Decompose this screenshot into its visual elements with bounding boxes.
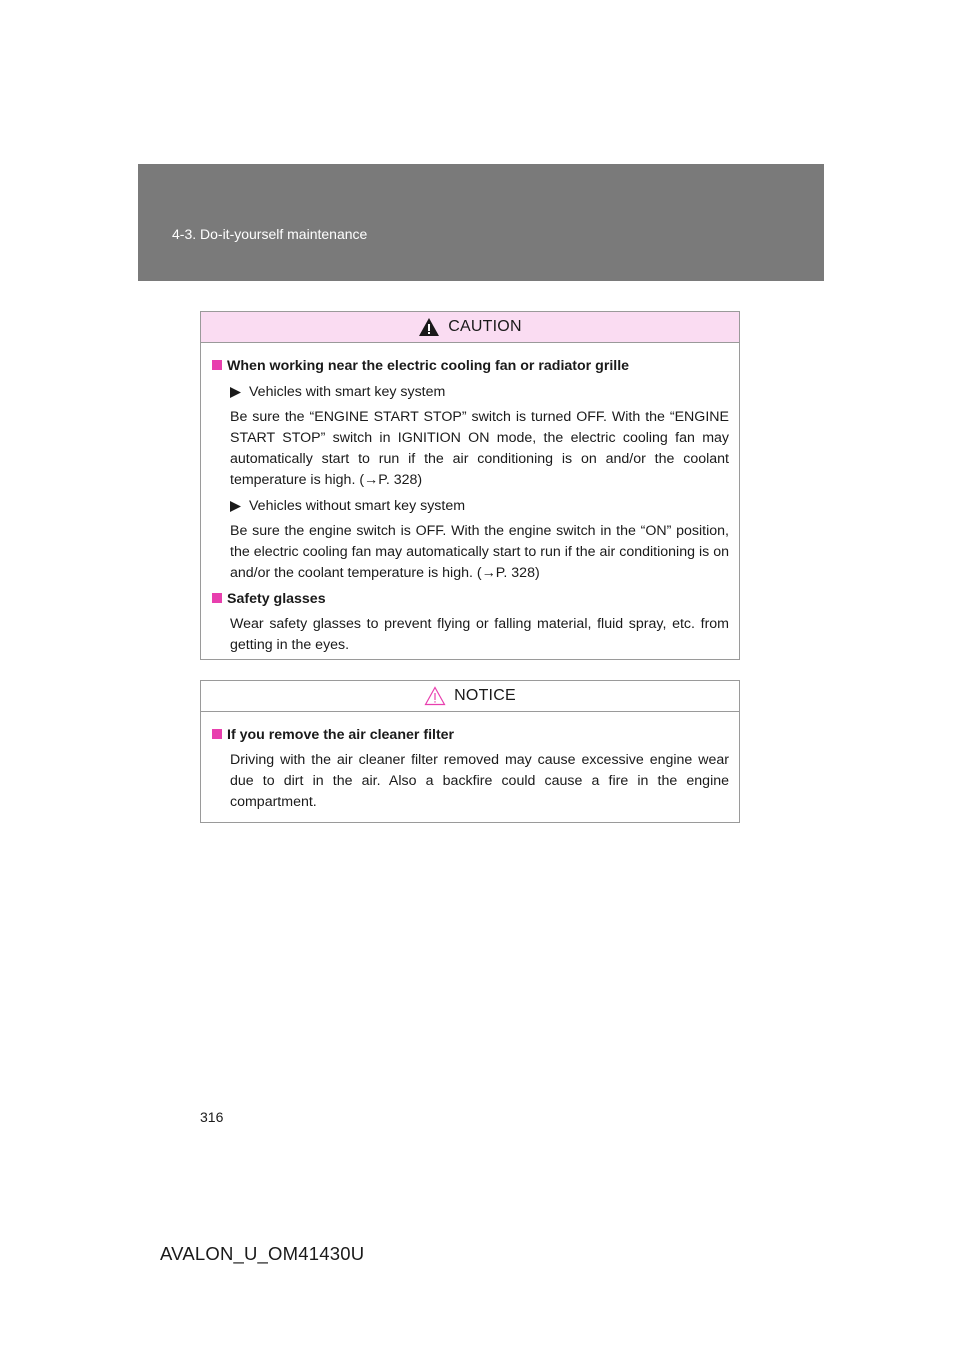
caution-item-safety-glasses	[211, 589, 729, 610]
sub-condition-label: Vehicles without smart key system	[249, 498, 466, 514]
sub-condition	[230, 496, 729, 517]
caution-item-cooling-fan	[211, 356, 729, 377]
document-code: AVALON_U_OM41430U	[160, 1243, 365, 1264]
paragraph: Be sure the “ENGINE START STOP” switch is turned OFF. With the “ENGINE START STOP” switch in IGNITION ON mode, the electric cooling fan may automatically start to run if the air conditioning is on and/or the coolant temperature is high. (→P. 328)	[230, 409, 729, 488]
caution-label: CAUTION	[448, 318, 522, 335]
square-bullet-icon	[212, 729, 222, 739]
triangle-bullet-icon	[230, 387, 241, 398]
paragraph: Wear safety glasses to prevent flying or falling material, fluid spray, etc. from getting in the eyes.	[230, 616, 729, 653]
sub-condition-label: Vehicles with smart key system	[249, 384, 446, 400]
caution-box	[200, 311, 740, 660]
notice-header	[201, 681, 739, 712]
paragraph: Be sure the engine switch is OFF. With the engine switch in the “ON” position, the electric cooling fan may automatically start to run if the air conditioning is on and/or the coolant temperature is high. (→P. 328)	[230, 523, 729, 581]
notice-icon	[424, 686, 446, 706]
page-number: 316	[200, 1109, 224, 1125]
item-title: If you remove the air cleaner filter	[227, 727, 455, 743]
square-bullet-icon	[212, 593, 222, 603]
caution-header	[201, 312, 739, 343]
caution-body	[201, 343, 739, 672]
notice-item-air-filter	[211, 725, 729, 746]
notice-box	[200, 680, 740, 823]
triangle-bullet-icon	[230, 501, 241, 512]
item-title: Safety glasses	[227, 591, 326, 607]
page-header	[138, 164, 824, 281]
notice-label: NOTICE	[454, 687, 516, 704]
item-title: When working near the electric cooling fan or radiator grille	[227, 358, 630, 374]
square-bullet-icon	[212, 360, 222, 370]
sub-condition	[230, 382, 729, 403]
warning-icon	[418, 317, 440, 337]
paragraph: Driving with the air cleaner filter removed may cause excessive engine wear due to dirt in the air. Also a backfire could cause a fire in the engine compartment.	[230, 752, 729, 810]
section-title: 4-3. Do-it-yourself maintenance	[172, 226, 368, 242]
notice-body	[201, 712, 739, 829]
